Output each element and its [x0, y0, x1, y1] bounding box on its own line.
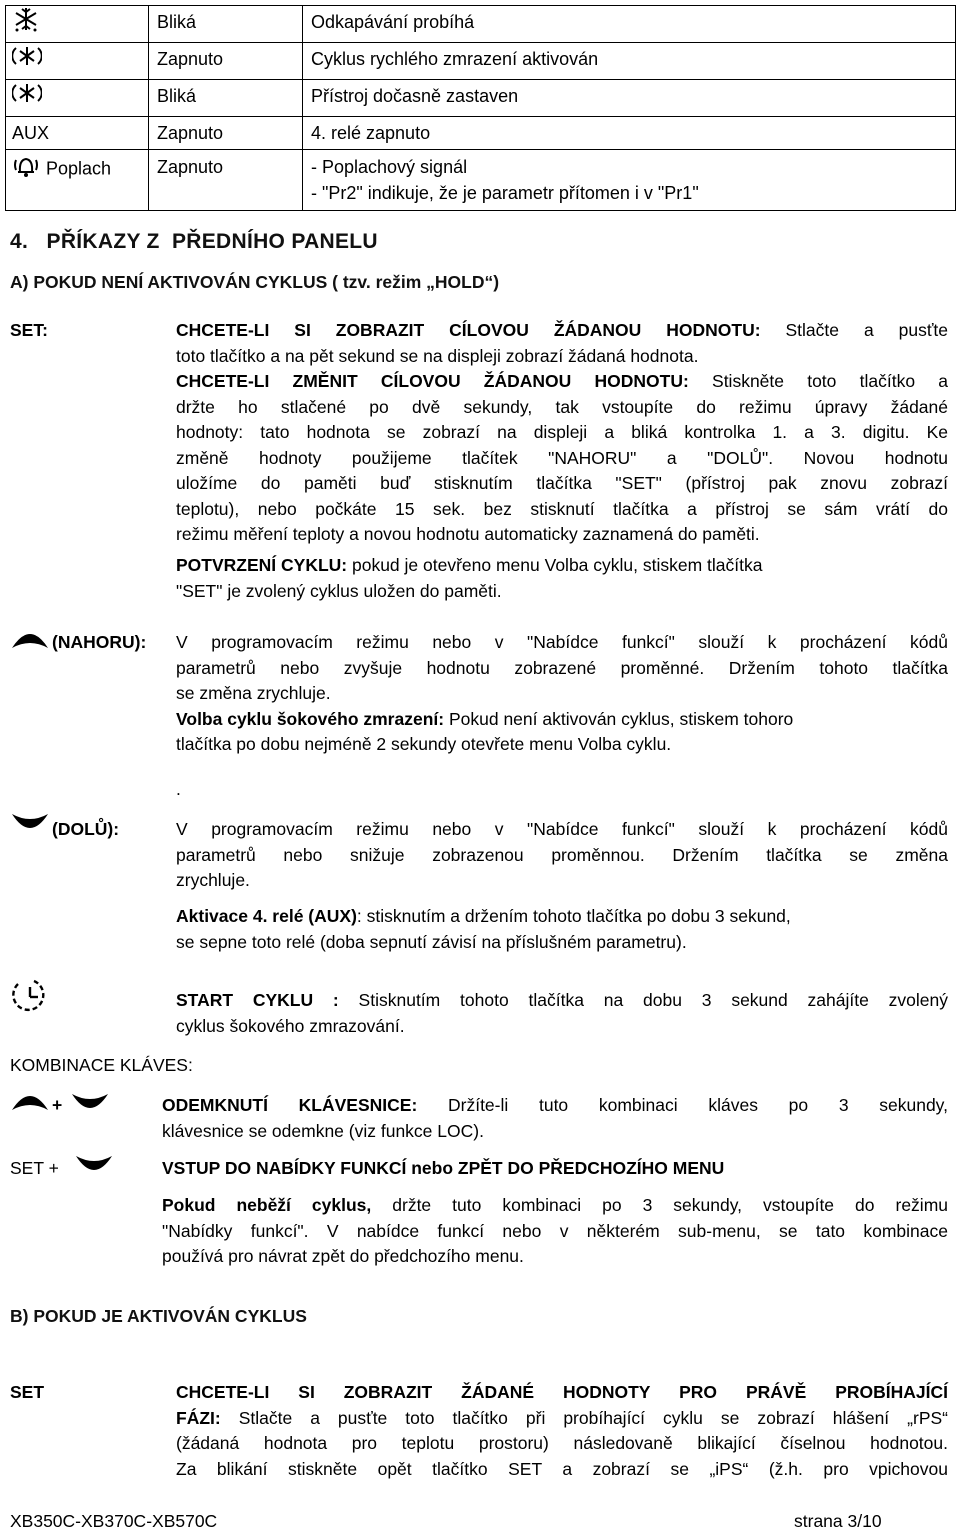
table-row [6, 43, 956, 80]
line-text: hodnoty: tato hodnota se zobrazí na displeji a bliká kontrolka 1. a 3. digitu. Ke [176, 422, 948, 442]
status-state: Zapnuto [149, 150, 303, 211]
line-text: V programovacím režimu nebo v "Nabídce funkcí" slouží k procházení kódů [176, 632, 948, 652]
status-state: Zapnuto [149, 117, 303, 150]
clock-icon [10, 978, 50, 1019]
line-text: "SET" je zvolený cyklus uložen do paměti. [176, 580, 502, 601]
text-line [176, 497, 948, 523]
line-text: : stisknutím a držením tohoto tlačítka po dobu 3 sekund, [356, 906, 791, 926]
bold-lead: CHCETE-LI SI ZOBRAZIT CÍLOVOU ŽÁDANOU HODNOTU: [176, 320, 761, 340]
section-title: 4. PŘÍKAZY Z PŘEDNÍHO PANELU [10, 230, 378, 253]
text-line [162, 1093, 948, 1119]
line-text: držte ho stlačené po dvě sekundy, tak vstoupíte do režimu úpravy žádané [176, 396, 948, 417]
status-state: Bliká [149, 6, 303, 43]
combos-title: KOMBINACE KLÁVES: [10, 1055, 193, 1075]
status-table [5, 5, 956, 211]
bold-lead: POTVRZENÍ CYKLU: [176, 555, 348, 575]
status-desc: Odkapávání probíhá [303, 6, 956, 43]
bold-lead: Pokud neběží cyklus, [162, 1195, 372, 1215]
line-text: Držíte-li tuto kombinaci kláves po 3 sekundy, [417, 1095, 948, 1115]
bold-lead: CHCETE-LI ZMĚNIT CÍLOVOU ŽÁDANOU HODNOTU: [176, 371, 689, 391]
down-arrow-icon [10, 812, 50, 839]
text-line [176, 868, 948, 894]
text-line [176, 656, 948, 682]
status-label: AUX [6, 117, 149, 150]
status-state: Bliká [149, 80, 303, 117]
text-line [176, 395, 948, 421]
text-line [176, 1457, 948, 1483]
start-cycle-description [176, 988, 948, 1039]
line-text: toto tlačítko a na pět sekund se na displeji zobrazí žádaná hodnota. [176, 345, 699, 366]
status-symbol-cell [6, 80, 149, 117]
menu-description [162, 1193, 948, 1270]
line-text: (žádaná hodnota pro teplotu prostoru) následovaně blikající číselnou hodnotou. [176, 1433, 948, 1453]
footer-page-number: strana 3/10 [794, 1511, 882, 1531]
line-text: režimu měření teploty a novou hodnotu automaticky zaznamená do paměti. [176, 524, 760, 544]
text-line [162, 1193, 948, 1219]
line-text: Za blikání stiskněte opět tlačítko SET a zobrazí se „iPS“ (ž.h. pro vpichovou [176, 1458, 948, 1479]
text-line [176, 522, 948, 548]
text-line [176, 1406, 948, 1432]
line-text: Pokud není aktivován cyklus, stiskem tohoro [444, 708, 794, 729]
status-desc: Přístroj dočasně zastaven [303, 80, 956, 117]
text-line [176, 579, 948, 605]
status-desc-line: - "Pr2" indikuje, že je parametr přítomen i v "Pr1" [311, 183, 699, 203]
alarm-icon [12, 154, 40, 185]
footer-model: XB350C-XB370C-XB570C [10, 1511, 218, 1531]
status-state: Zapnuto [149, 43, 303, 80]
bold-lead: CHCETE-LI SI ZOBRAZIT ŽÁDANÉ HODNOTY PRO PRÁVĚ PROBÍHAJÍCÍ [176, 1382, 948, 1402]
text-line [176, 344, 948, 370]
line-text: se sepne toto relé (doba sepnutí závisí na příslušném parametru). [176, 931, 687, 952]
text-line [162, 1219, 948, 1245]
line-text: se změna zrychluje. [176, 683, 331, 703]
line-text: pokud je otevřeno menu Volba cyklu, stiskem tlačítka [347, 555, 763, 575]
text-line [176, 904, 948, 930]
text-line [162, 1244, 948, 1270]
line-text: Stiskněte toto tlačítko a [688, 371, 948, 391]
text-line [176, 1431, 948, 1457]
down-key-label: (DOLŮ): [52, 819, 120, 839]
unlock-description [162, 1093, 948, 1144]
cycle-confirm-description [176, 553, 948, 604]
down-description [176, 817, 948, 894]
bold-lead: Volba cyklu šokového zmrazení: [176, 708, 445, 729]
line-text: tlačítka po dobu nejméně 2 sekundy otevřete menu Volba cyklu. [176, 734, 672, 754]
line-text: V programovacím režimu nebo v "Nabídce funkcí" slouží k procházení kódů [176, 819, 948, 839]
set-running-description [176, 1380, 948, 1482]
line-text: změně hodnoty použijeme tlačítek "NAHORU" a "DOLŮ". Novou hodnotu [176, 447, 948, 468]
text-line [176, 318, 948, 344]
fast-freeze-icon [12, 80, 42, 116]
set-key-label-b: SET [10, 1382, 45, 1402]
line-text: používá pro návrat zpět do předchozího menu. [162, 1246, 524, 1266]
combo-plus: + [52, 1095, 63, 1115]
text-line [176, 369, 948, 395]
up-key-label: (NAHORU): [52, 632, 147, 652]
set-key-label: SET: [10, 320, 48, 340]
subsection-b-title: B) POKUD JE AKTIVOVÁN CYKLUS [10, 1306, 307, 1326]
text-line [176, 446, 948, 472]
fast-freeze-icon [12, 43, 42, 79]
line-text: zrychluje. [176, 870, 250, 890]
line-text: parametrů nebo zvyšuje hodnotu zobrazené proměnné. Držením tohoto tlačítka [176, 657, 948, 678]
status-desc [303, 150, 956, 211]
line-text: Stlačte a pusťte [760, 320, 948, 340]
status-desc-line: - Poplachový signál [311, 157, 468, 177]
status-desc: 4. relé zapnuto [303, 117, 956, 150]
up-description [176, 630, 948, 758]
text-line [176, 420, 948, 446]
up-arrow-icon [10, 1090, 50, 1117]
text-line [176, 553, 948, 579]
text-line [176, 988, 948, 1014]
line-text: Stisknutím tohoto tlačítka na dobu 3 sekund zahájíte zvolený [338, 990, 948, 1010]
bold-lead: Aktivace 4. relé (AUX) [176, 906, 357, 926]
defrost-icon [12, 6, 40, 42]
line-text: držte tuto kombinaci po 3 sekundy, vstoupíte do režimu [371, 1195, 948, 1215]
status-symbol-cell [6, 150, 149, 211]
table-row [6, 80, 956, 117]
text-line [176, 471, 948, 497]
status-desc: Cyklus rychlého zmrazení aktivován [303, 43, 956, 80]
text-line [176, 817, 948, 843]
table-row [6, 150, 956, 211]
bold-lead: START CYKLU : [176, 990, 339, 1010]
table-row [6, 6, 956, 43]
text-line [176, 843, 948, 869]
text-line [176, 1014, 948, 1040]
status-symbol-cell [6, 43, 149, 80]
combo-set-plus: SET + [10, 1158, 59, 1178]
stray-dot: . [176, 779, 181, 799]
text-line [176, 732, 948, 758]
set-description [176, 318, 948, 548]
status-symbol-cell [6, 6, 149, 43]
line-text: uložíme do paměti buď stisknutím tlačítka "SET" (přístroj pak znovu zobrazí [176, 473, 948, 493]
text-line [176, 630, 948, 656]
text-line [176, 1380, 948, 1406]
text-line [176, 707, 948, 733]
text-line [176, 681, 948, 707]
bold-lead: FÁZI: [176, 1407, 221, 1428]
line-text: cyklus šokového zmrazování. [176, 1015, 405, 1036]
line-text: teplotu), nebo počkáte 15 sek. bez stisknutí tlačítka a přístroj se sám vrátí do [176, 498, 948, 519]
line-text: "Nabídky funkcí". V nabídce funkcí nebo v některém sub-menu, se tato kombinace [162, 1220, 948, 1241]
status-label: Poplach [46, 158, 112, 179]
line-text: klávesnice se odemkne (viz funkce LOC). [162, 1120, 484, 1141]
menu-title: VSTUP DO NABÍDKY FUNKCÍ nebo ZPĚT DO PŘEDCHOZÍHO MENU [162, 1158, 725, 1178]
text-line [162, 1119, 948, 1145]
subsection-a-title: A) POKUD NENÍ AKTIVOVÁN CYKLUS ( tzv. režim „HOLD“) [10, 272, 500, 292]
down-arrow-icon [70, 1092, 110, 1119]
aux-relay-description [176, 904, 948, 955]
down-arrow-icon [74, 1154, 114, 1181]
up-arrow-icon [10, 628, 50, 655]
line-text: Stlačte a pusťte toto tlačítko při probíhající cyklu se zobrazí hlášení „rPS“ [220, 1407, 948, 1428]
text-line [176, 930, 948, 956]
line-text: parametrů nebo snižuje zobrazenou proměnnou. Držením tlačítka se změna [176, 844, 948, 865]
bold-lead: ODEMKNUTÍ KLÁVESNICE: [162, 1095, 418, 1115]
table-row [6, 117, 956, 150]
